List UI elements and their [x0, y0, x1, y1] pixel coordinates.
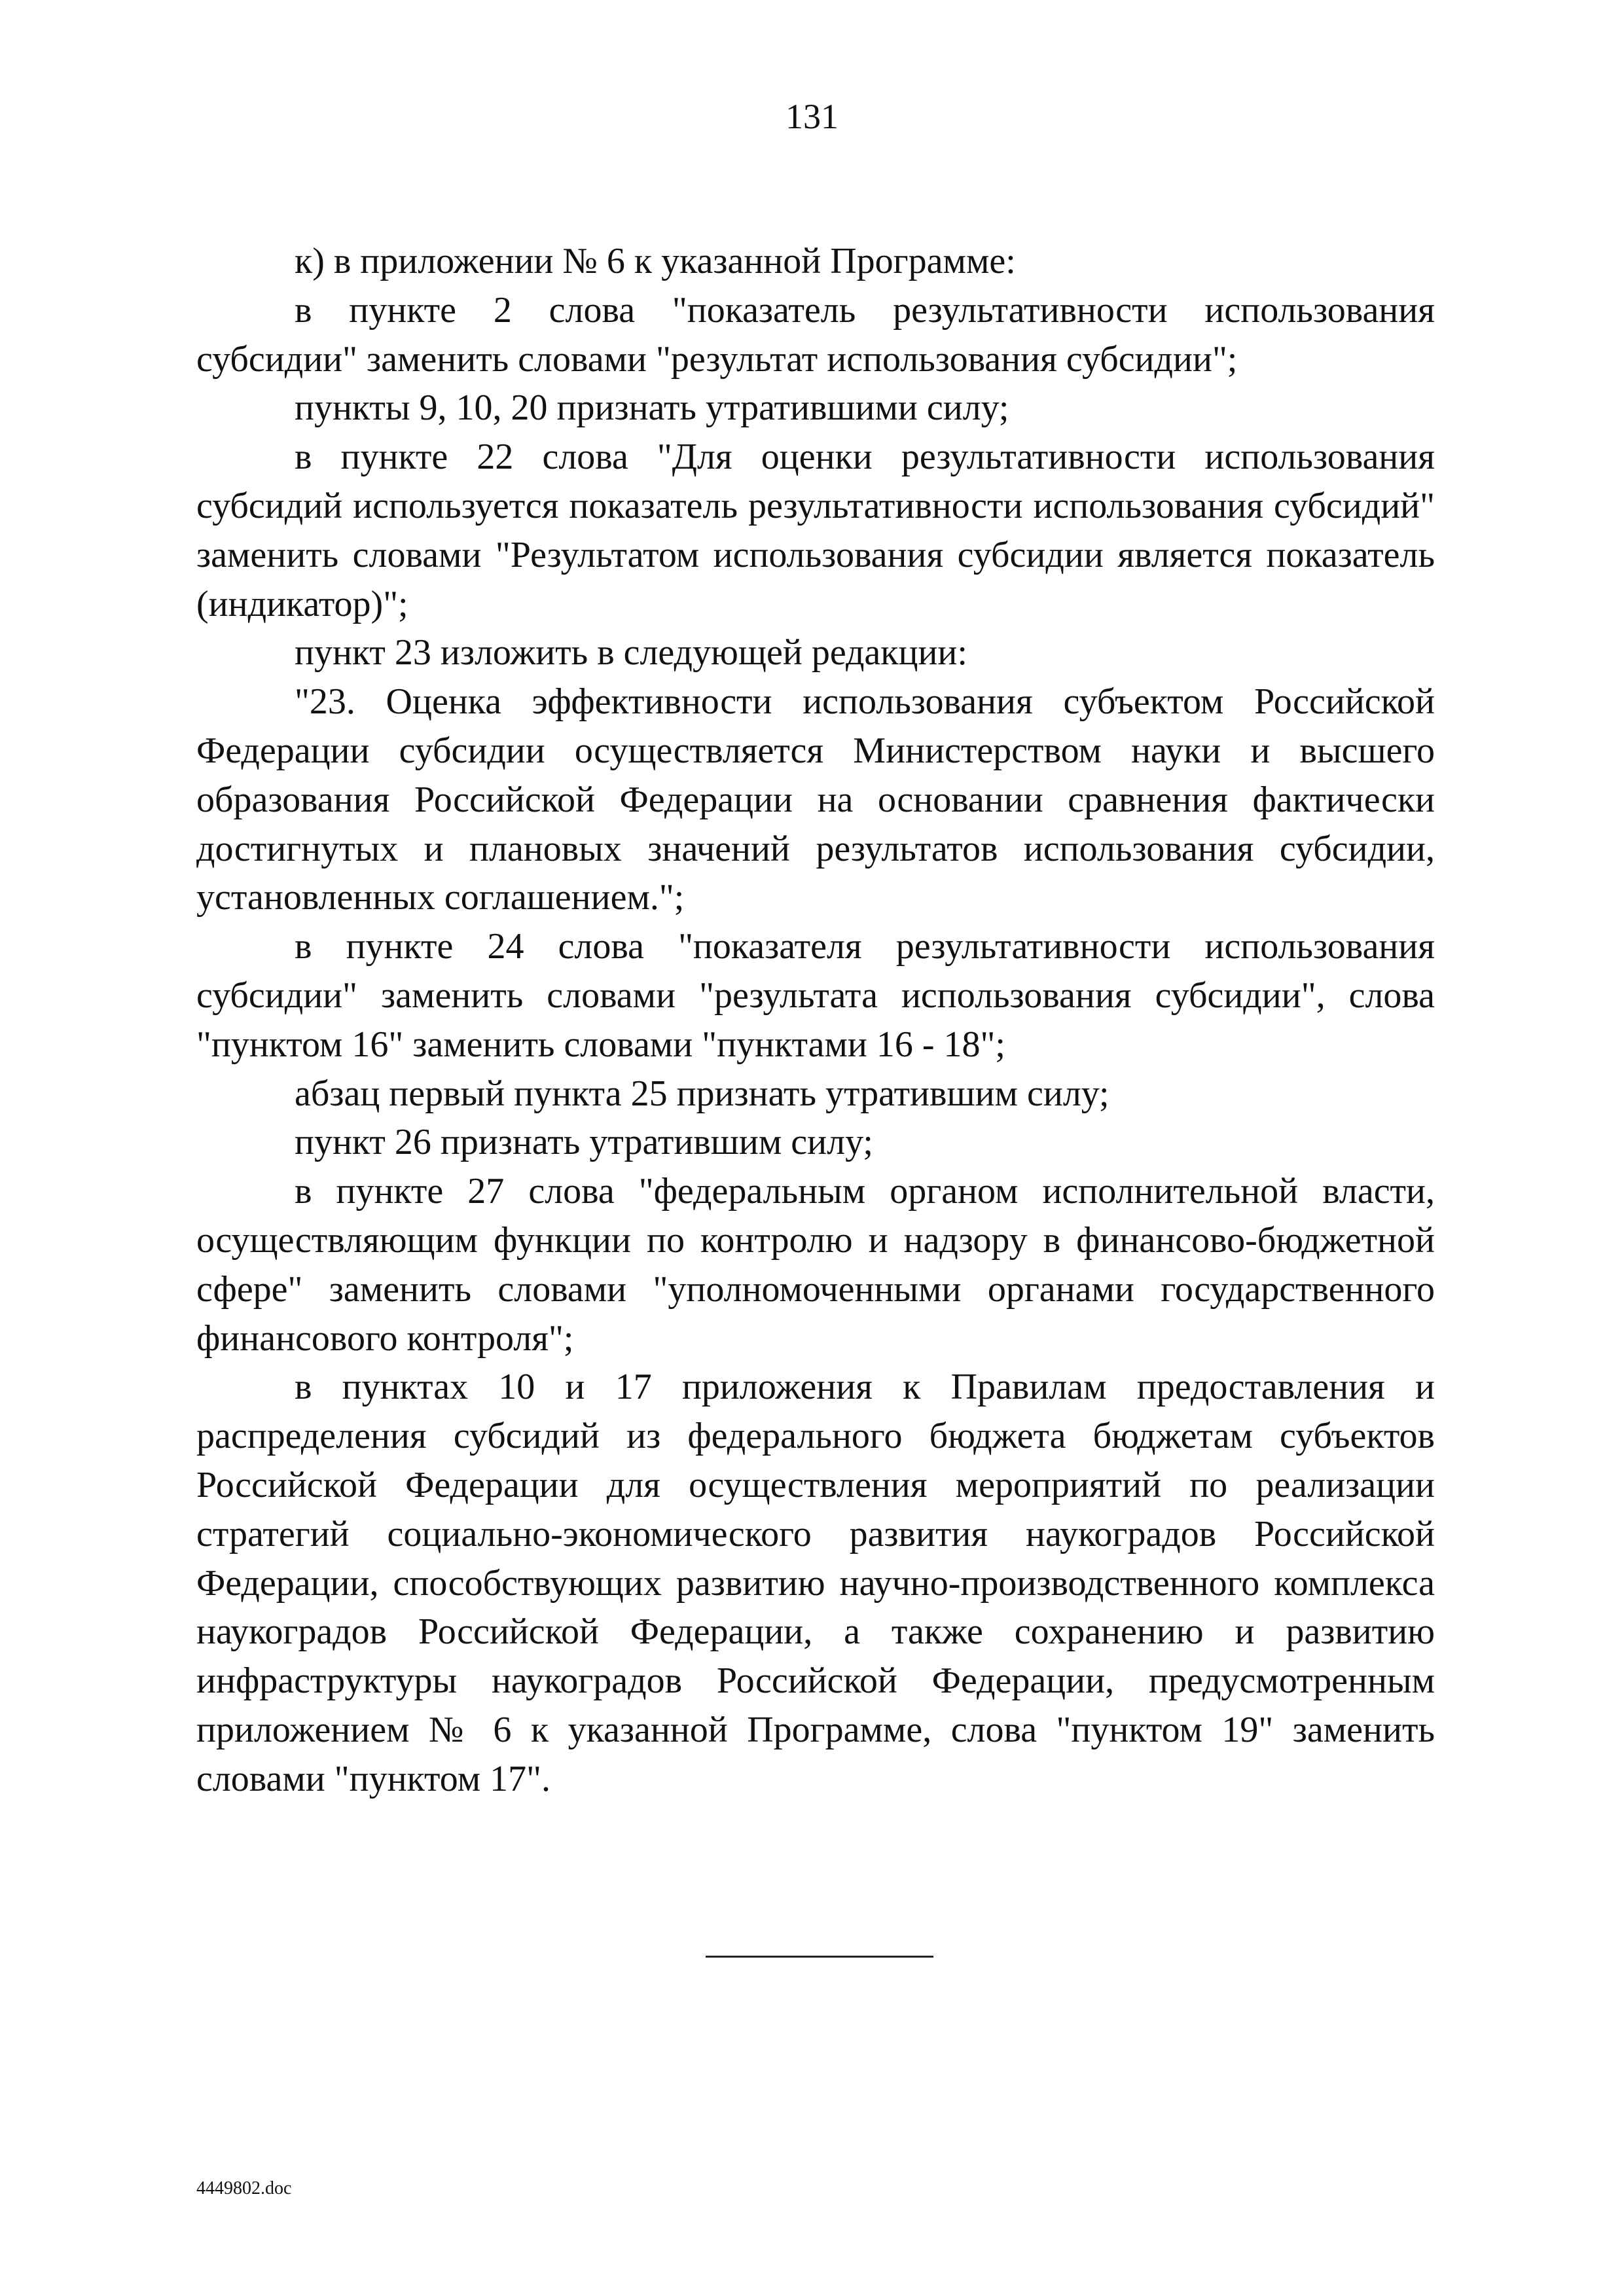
paragraph-point-24: в пункте 24 слова "показателя результативности использования субсидии" заменить словами "результата использования субсидии", слова "пунктом 16" заменить словами "пунктами 16 - 18"; [196, 926, 1435, 1065]
paragraph-point-23-text: "23. Оценка эффективности использования субъектом Российской Федерации субсидии осуществляется Министерством науки и высшего образования Российской Федерации на основании сравнения фактически достигнутых и плановых значений результатов использования субсидии, установленных соглашением."; [196, 681, 1435, 918]
document-file-id: 4449802.doc [196, 2178, 292, 2198]
paragraph-point-23-intro: пункт 23 изложить в следующей редакции: [295, 632, 967, 673]
paragraph-points-10-17: в пунктах 10 и 17 приложения к Правилам предоставления и распределения субсидий из федерального бюджета бюджетам субъектов Российской Федерации для осуществления мероприятий по реализации стратегий социально-экономического развития наукоградов Российской Федерации, способствующих развитию научно-производственного комплекса наукоградов Российской Федерации, а также сохранению и развитию инфраструктуры наукоградов Российской Федерации, предусмотренным приложением № 6 к указанной Программе, слова "пунктом 19" заменить словами "пунктом 17". [196, 1367, 1435, 1799]
paragraph-points-9-10-20: пункты 9, 10, 20 признать утратившими силу; [295, 387, 1009, 429]
page-number: 131 [785, 97, 839, 136]
paragraph-point-27: в пункте 27 слова "федеральным органом исполнительной власти, осуществляющим функции по контролю и надзору в финансово-бюджетной сфере" заменить словами "уполномоченными органами государственного финансового контроля"; [196, 1171, 1435, 1359]
paragraph-point-22: в пункте 22 слова "Для оценки результативности использования субсидий используется показатель результативности использования субсидий" заменить словами "Результатом использования субсидии является показатель (индикатор)"; [196, 437, 1435, 624]
closing-separator-line [706, 1956, 933, 1958]
paragraph-item-k: к) в приложении № 6 к указанной Программе: [295, 241, 1016, 281]
paragraph-point-2: в пункте 2 слова "показатель результативности использования субсидии" заменить словами "результат использования субсидии"; [196, 289, 1435, 380]
paragraph-point-25: абзац первый пункта 25 признать утратившим силу; [295, 1073, 1110, 1114]
document-body [196, 237, 1435, 1804]
paragraph-point-26: пункт 26 признать утратившим силу; [295, 1122, 873, 1163]
